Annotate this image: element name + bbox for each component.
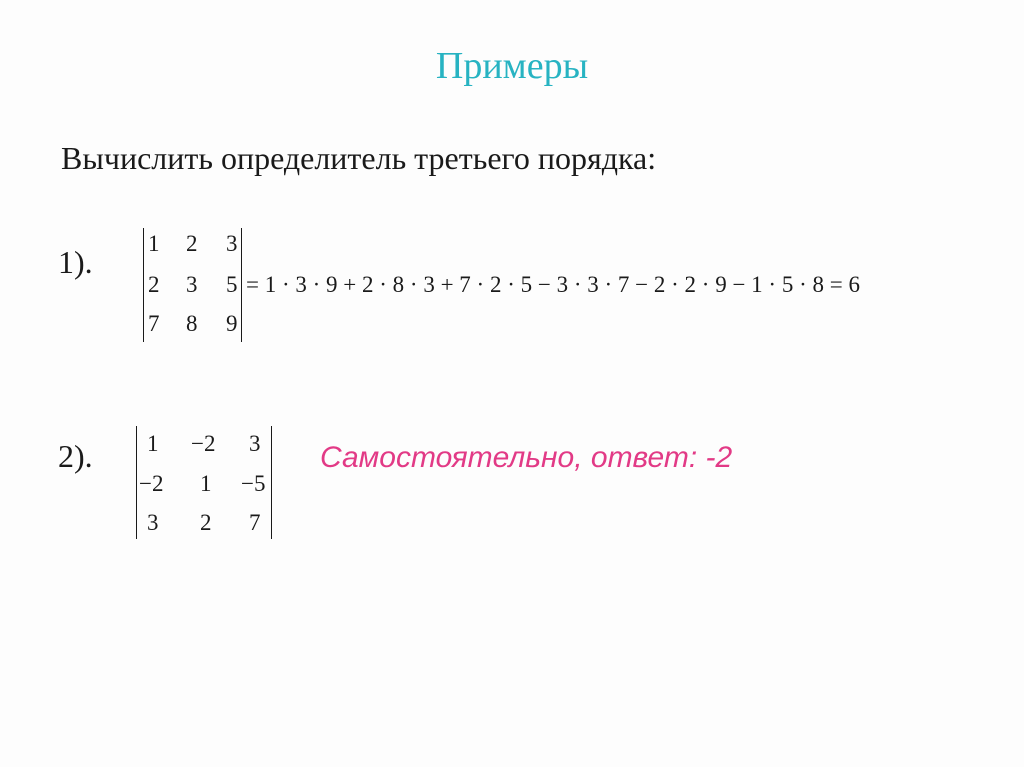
- det2-cell-r2c3: −5: [241, 471, 266, 496]
- det1-cell-r2c1: 2: [148, 272, 160, 297]
- det1-cell-r1c3: 3: [226, 231, 238, 256]
- slide-title: Примеры: [435, 45, 589, 87]
- det2-cell-r1c3: 3: [249, 431, 261, 456]
- example-1-label: 1).: [58, 244, 93, 280]
- det2-cell-r2c1: −2: [139, 471, 164, 496]
- example-2-label: 2).: [58, 438, 93, 474]
- det1-cell-r2c2: 3: [186, 272, 198, 297]
- det2-cell-r2c2: 1: [200, 471, 212, 496]
- det2-cell-r3c1: 3: [147, 510, 159, 535]
- det1-cell-r3c1: 7: [148, 311, 160, 336]
- det1-cell-r3c3: 9: [226, 311, 238, 336]
- det1-cell-r1c2: 2: [186, 231, 198, 256]
- determinant-2: [136, 426, 272, 539]
- determinant-1: [143, 228, 242, 342]
- task-statement: Вычислить определитель третьего порядка:: [61, 140, 657, 176]
- det2-cell-r1c2: −2: [191, 431, 216, 456]
- det2-cell-r3c3: 7: [249, 510, 261, 535]
- det2-cell-r1c1: 1: [147, 431, 159, 456]
- answer-hint: Самостоятельно, ответ: -2: [320, 441, 733, 474]
- det1-cell-r3c2: 8: [186, 311, 198, 336]
- det1-cell-r2c3: 5: [226, 272, 238, 297]
- det2-cell-r3c2: 2: [200, 510, 212, 535]
- determinant-1-expansion: = 1 · 3 · 9 + 2 · 8 · 3 + 7 · 2 · 5 − 3 · 3 · 7 − 2 · 2 · 9 − 1 · 5 · 8 = 6: [246, 272, 860, 297]
- det1-cell-r1c1: 1: [148, 231, 160, 256]
